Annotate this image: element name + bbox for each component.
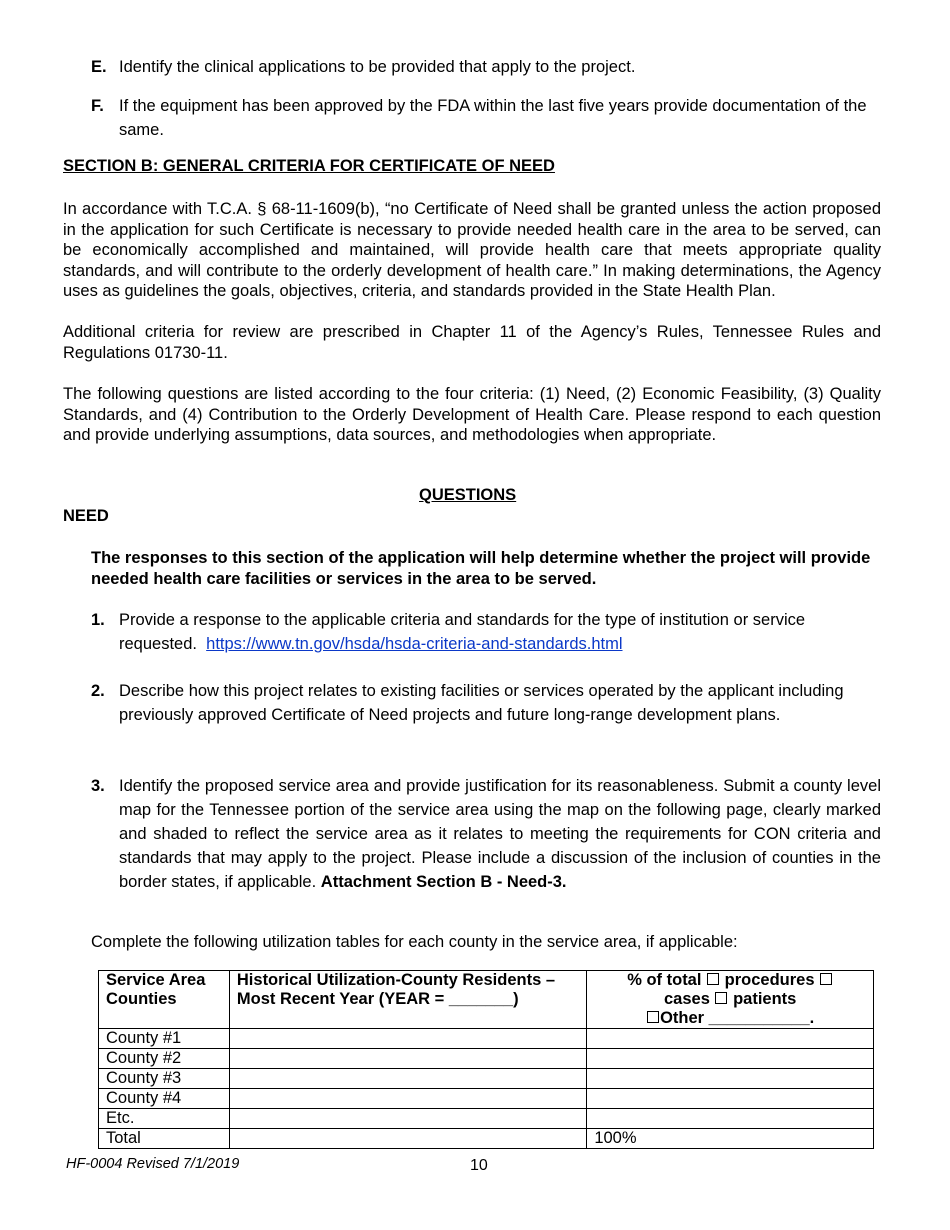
table-row xyxy=(99,1029,874,1049)
question-2-number: 2. xyxy=(91,682,105,700)
item-f xyxy=(91,94,881,142)
header-percent-total: % of total procedures cases patients Other ___________. xyxy=(587,971,874,1029)
utilization-cell[interactable] xyxy=(229,1049,586,1069)
question-1-number: 1. xyxy=(91,611,105,629)
question-1 xyxy=(91,608,881,656)
procedures-checkbox[interactable] xyxy=(707,973,719,985)
utilization-table xyxy=(98,970,874,1149)
question-3 xyxy=(91,774,881,894)
percent-cell[interactable] xyxy=(587,1049,874,1069)
utilization-cell[interactable] xyxy=(229,1109,586,1129)
section-b-para1: In accordance with T.C.A. § 68-11-1609(b), “no Certificate of Need shall be granted unless the action proposed in the application for such Certificate is necessary to provide needed health care in the area to be served, can be economically accomplished and maintained, will provide health care that meets appropriate quality standards, and will contribute to the orderly development of health care.” In making determinations, the Agency uses as guidelines the goals, objectives, criteria, and standards provided in the State Health Plan. xyxy=(63,200,881,300)
table-intro: Complete the following utilization tables for each county in the service area, if applicable: xyxy=(91,933,738,951)
table-total-row xyxy=(99,1129,874,1149)
table-row xyxy=(99,1049,874,1069)
item-f-text: If the equipment has been approved by the FDA within the last five years provide documentation of the same. xyxy=(119,97,867,139)
utilization-cell[interactable] xyxy=(229,1089,586,1109)
county-cell: Etc. xyxy=(99,1109,230,1129)
percent-cell[interactable] xyxy=(587,1089,874,1109)
county-cell: County #1 xyxy=(99,1029,230,1049)
other-checkbox[interactable] xyxy=(647,1011,659,1023)
table-row xyxy=(99,1089,874,1109)
item-e-label: E. xyxy=(91,58,107,76)
header-service-area: Service Area Counties xyxy=(99,971,230,1029)
section-b-para3: The following questions are listed according to the four criteria: (1) Need, (2) Economic Feasibility, (3) Quality Standards, and (4) Contribution to the Orderly Development of Health Care. Please respond to each question and provide underlying assumptions, data sources, and methodologies when appropriate. xyxy=(63,385,881,444)
percent-cell[interactable] xyxy=(587,1029,874,1049)
question-3-attachment: Attachment Section B - Need-3. xyxy=(320,873,567,891)
county-cell: County #4 xyxy=(99,1089,230,1109)
section-b-heading: SECTION B: GENERAL CRITERIA FOR CERTIFICATE OF NEED xyxy=(63,157,555,175)
item-e-text: Identify the clinical applications to be provided that apply to the project. xyxy=(119,58,636,76)
question-1-text: Provide a response to the applicable criteria and standards for the type of institution or service requested. https://www.tn.gov/hsda/hsda-criteria-and-standards.html xyxy=(119,611,806,653)
item-f-label: F. xyxy=(91,97,104,115)
questions-heading: QUESTIONS xyxy=(419,486,517,504)
cases-checkbox-left[interactable] xyxy=(820,973,832,985)
table-row xyxy=(99,1109,874,1129)
question-2 xyxy=(91,679,881,727)
question-3-text: Identify the proposed service area and provide justification for its reasonableness. Submit a county level map for the Tennessee portion of the service area using the map on the following page, clearly marked and shaded to reflect the service area as it relates to meeting the requirements for CON criteria and standards that may apply to the project. Please include a discussion of the inclusion of counties in the border states, if applicable. Attachment Section B - Need-3. xyxy=(119,777,881,891)
table-header-row xyxy=(99,971,874,1029)
criteria-standards-link[interactable]: https://www.tn.gov/hsda/hsda-criteria-and-standards.html xyxy=(206,635,623,653)
county-cell: County #3 xyxy=(99,1069,230,1089)
form-revision: HF-0004 Revised 7/1/2019 xyxy=(66,1156,240,1172)
section-b-para2: Additional criteria for review are prescribed in Chapter 11 of the Agency’s Rules, Tennessee Rules and Regulations 01730-11. xyxy=(63,323,881,362)
table-row xyxy=(99,1069,874,1089)
percent-cell[interactable] xyxy=(587,1109,874,1129)
utilization-cell[interactable] xyxy=(229,1029,586,1049)
percent-cell: 100% xyxy=(587,1129,874,1149)
need-intro: The responses to this section of the application will help determine whether the project will provide needed health care facilities or services in the area to be served. xyxy=(91,549,871,588)
county-cell: County #2 xyxy=(99,1049,230,1069)
page-number: 10 xyxy=(470,1157,488,1174)
utilization-cell[interactable] xyxy=(229,1129,586,1149)
percent-cell[interactable] xyxy=(587,1069,874,1089)
patients-checkbox[interactable] xyxy=(715,992,727,1004)
header-historical-utilization: Historical Utilization-County Residents – Most Recent Year (YEAR = _______) xyxy=(229,971,586,1029)
item-e xyxy=(91,55,881,79)
need-heading: NEED xyxy=(63,507,109,525)
county-cell: Total xyxy=(99,1129,230,1149)
utilization-cell[interactable] xyxy=(229,1069,586,1089)
question-2-text: Describe how this project relates to existing facilities or services operated by the applicant including previously approved Certificate of Need projects and future long-range development plans. xyxy=(119,682,844,724)
question-3-number: 3. xyxy=(91,777,105,795)
